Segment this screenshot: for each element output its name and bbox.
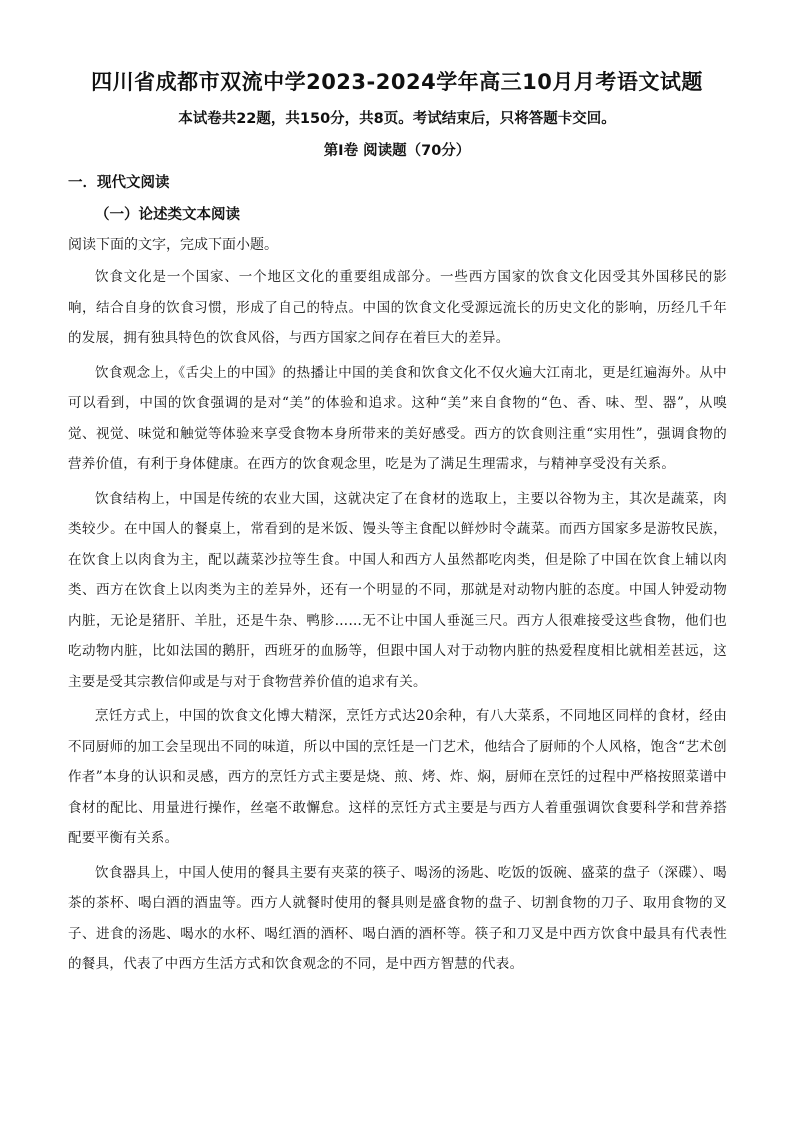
article-paragraph: 饮食结构上，中国是传统的农业大国，这就决定了在食材的选取上，主要以谷物为主，其次是蔬菜，肉类较少。在中国人的餐桌上，常看到的是米饭、馒头等主食配以鲜炒时令蔬菜。而西方国家多是游牧民族，在饮食上以肉食为主，配以蔬菜沙拉等生食。中国人和西方人虽然都吃肉类，但是除了中国在饮食上辅以肉类、西方在饮食上以肉类为主的差异外，还有一个明显的不同，那就是对动物内脏的态度。中国人钟爱动物内脏，无论是猪肝、羊肚，还是牛杂、鸭胗……无不让中国人垂涎三尺。西方人很难接受这些食物，他们也吃动物内脏，比如法国的鹅肝，西班牙的血肠等，但跟中国人对于动物内脏的热爱程度相比就相差甚远，这主要是受其宗教信仰或是与对于食物营养价值的追求有关。 bbox=[68, 490, 727, 690]
exam-title: 四川省成都市双流中学2023-2024学年高三10月月考语文试题 bbox=[91, 70, 703, 94]
part-heading: 第I卷 阅读题（70分） bbox=[323, 143, 471, 159]
article-paragraph: 烹饪方式上，中国的饮食文化博大精深，烹饪方式达20余种，有八大菜系，不同地区同样的食材，经由不同厨师的加工会呈现出不同的味道，所以中国的烹饪是一门艺术，他结合了厨师的个人风格，饱含“艺术创作者”本身的认识和灵感，西方的烹饪方式主要是烧、煎、烤、炸、焖，厨师在烹饪的过程中严格按照菜谱中食材的配比、用量进行操作，丝毫不敢懈怠。这样的烹饪方式主要是与西方人着重强调饮食要科学和营养搭配要平衡有关系。 bbox=[68, 708, 727, 846]
article-paragraph: 饮食器具上，中国人使用的餐具主要有夹菜的筷子、喝汤的汤匙、吃饭的饭碗、盛菜的盘子（深碟）、喝茶的茶杯、喝白酒的酒盅等。西方人就餐时使用的餐具则是盛食物的盘子、切割食物的刀子、取用食物的叉子、进食的汤匙、喝水的水杯、喝红酒的酒杯、喝白酒的酒杯等。筷子和刀叉是中西方饮食中最具有代表性的餐具，代表了中西方生活方式和饮食观念的不同，是中西方智慧的代表。 bbox=[68, 864, 727, 972]
exam-subtitle: 本试卷共22题，共150分，共8页。考试结束后，只将答题卡交回。 bbox=[178, 111, 616, 127]
article-body bbox=[68, 262, 727, 984]
subsection-heading: （一）论述类文本阅读 bbox=[95, 207, 240, 223]
article-paragraph: 饮食文化是一个国家、一个地区文化的重要组成部分。一些西方国家的饮食文化因受其外国移民的影响，结合自身的饮食习惯，形成了自己的特点。中国的饮食文化受源远流长的历史文化的影响，历经几千年的发展，拥有独具特色的饮食风俗，与西方国家之间存在着巨大的差异。 bbox=[68, 269, 727, 346]
article-paragraph: 饮食观念上，《舌尖上的中国》的热播让中国的美食和饮食文化不仅火遍大江南北，更是红遍海外。从中可以看到，中国的饮食强调的是对“美”的体验和追求。这种“美”来自食物的“色、香、味、型、器”，从嗅觉、视觉、味觉和触觉等体验来享受食物本身所带来的美好感受。西方的饮食则注重“实用性”，强调食物的营养价值，有利于身体健康。在西方的饮食观念里，吃是为了满足生理需求，与精神享受没有关系。 bbox=[68, 364, 727, 472]
section-heading: 一．现代文阅读 bbox=[68, 175, 170, 191]
reading-instruction: 阅读下面的文字，完成下面小题。 bbox=[68, 237, 278, 253]
